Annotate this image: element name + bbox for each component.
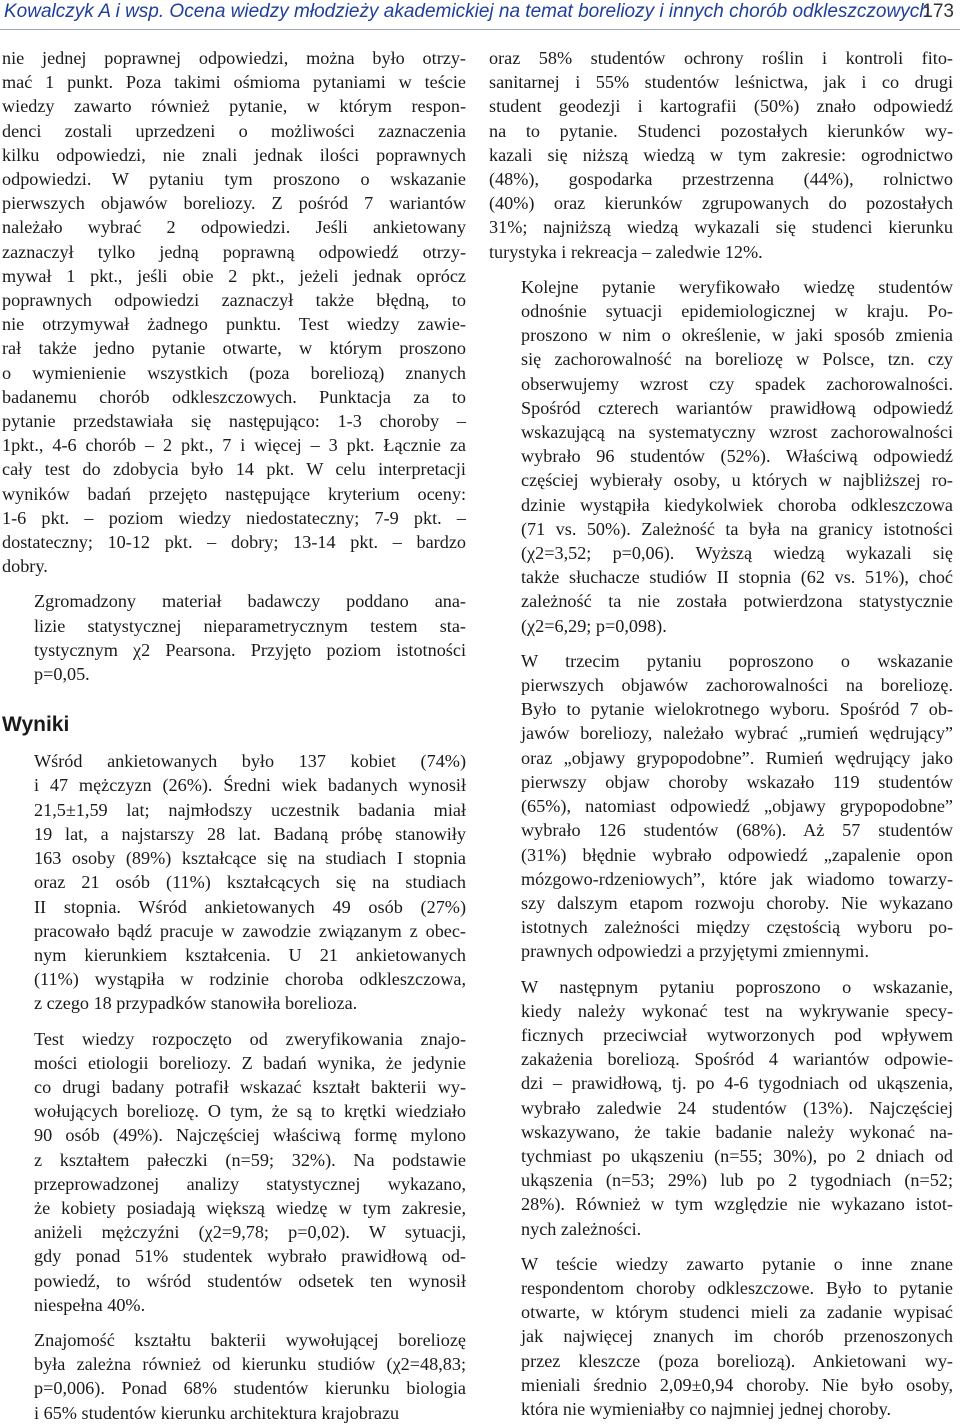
text-line: 19 lat, a najstarszy 28 lat. Badaną próbę stanowiły	[34, 823, 466, 844]
text-line: badanemu chorób odkleszczowych. Punktacja za to	[2, 386, 466, 407]
text-line: przez kleszcze (poza boreliozą). Ankietowani wy-	[521, 1350, 953, 1371]
text-line: 28%). Również w tym względzie nie wykazano istot-	[521, 1194, 953, 1215]
paragraph	[2, 46, 466, 578]
text-line: kiedy należy wykonać test na wykrywanie specy-	[521, 1000, 953, 1021]
text-line: pytanie przedstawiała się następująco: 1-3 choroby –	[2, 411, 466, 432]
text-line: pracowało bądź pracuje w zawodzie związanym z obec-	[34, 920, 466, 941]
text-line: sanitarnej i 55% studentów leśnictwa, jak i co drugi	[489, 72, 953, 93]
right-column	[489, 46, 953, 1421]
text-line: Znajomość kształtu bakterii wywołującej boreliozę	[34, 1329, 466, 1350]
text-line: mości etiologii boreliozy. Z badań wynika, że jedynie	[34, 1052, 466, 1073]
text-line: przeprowadzonej analizy statystycznej wykazano,	[34, 1173, 466, 1194]
text-line: jawów boreliozy, należało wybrać „rumień wędrujący”	[521, 723, 953, 744]
text-line: Wśród ankietowanych było 137 kobiet (74%)	[34, 751, 466, 772]
text-line: pierwszych objawów boreliozy. Z pośród 7 wariantów	[2, 193, 466, 214]
text-line: się zachorowalność na boreliozę w Polsce, tzn. czy	[521, 349, 953, 370]
text-line: wskazywano, że takie badanie należy wykonać na-	[521, 1121, 953, 1142]
text-line: szy dalszym etapom rozwoju choroby. Nie wykazano	[521, 892, 953, 913]
text-line: W teście wiedzy zawarto pytanie o inne znane	[521, 1253, 953, 1274]
text-line: oraz „objawy grypopodobne”. Rumień wędrujący jako	[521, 747, 953, 768]
text-line: 1-6 pkt. – poziom wiedzy niedostateczny; 7-9 pkt. –	[2, 507, 466, 528]
paragraph	[489, 649, 953, 964]
text-line: (71 vs. 50%). Zależność ta była na granicy istotności	[521, 518, 953, 539]
text-line: kazali się niższą wiedzą w tym zakresie: ogrodnictwo	[489, 144, 953, 165]
text-line: wołujących boreliozę. O tym, że są to krętki wiedziało	[34, 1101, 466, 1122]
paragraph	[2, 1027, 466, 1317]
text-line: rał także jedno pytanie otwarte, w którym proszono	[2, 338, 466, 359]
text-line: (χ2=3,52; p=0,06). Wyższą wiedzą wykazali się	[521, 543, 953, 564]
text-line: nie otrzymywał żadnego punktu. Test wiedzy zawie-	[2, 314, 466, 335]
text-line: nym kierunkiem kształcenia. U 21 ankietowanych	[34, 944, 466, 965]
text-line: (31%) błędnie wybrało odpowiedź „zapalenie opon	[521, 844, 953, 865]
paragraph	[489, 975, 953, 1241]
text-line: dzi – prawidłową, tj. po 4-6 tygodniach od ukąszenia,	[521, 1073, 953, 1094]
text-line: (65%), natomiast odpowiedź „objawy grypopodobne”	[521, 796, 953, 817]
text-line: na to pytanie. Studenci pozostałych kierunków wy-	[489, 120, 953, 141]
text-line: zakażenia boreliozą. Spośród 4 wariantów odpowie-	[521, 1049, 953, 1070]
paragraph	[489, 275, 953, 638]
text-line: wyników badań przejęto następujące kryterium oceny:	[2, 483, 466, 504]
text-line: kilku odpowiedzi, nie znali jednak ilości poprawnych	[2, 144, 466, 165]
text-line: i 47 mężczyzn (26%). Średni wiek badanych wynosił	[34, 775, 466, 796]
text-line: Spośród czterech wariantów prawidłową odpowiedź	[521, 397, 953, 418]
text-line: poprawnych odpowiedzi zaznaczył także błędną, to	[2, 290, 466, 311]
running-header	[0, 0, 960, 30]
text-line: tystycznym χ2 Pearsona. Przyjęto poziom istotności	[34, 639, 466, 660]
text-line: także słuchacze studiów II stopnia (62 vs. 51%), choć	[521, 567, 953, 588]
text-line: 21,5±1,59 lat; najmłodszy uczestnik badania miał	[34, 799, 466, 820]
text-line: mózgowo-rdzeniowych”, które jak wiadomo towarzy-	[521, 868, 953, 889]
text-line: student geodezji i kartografii (50%) znało odpowiedź	[489, 96, 953, 117]
text-line: (11%) wystąpiła w rodzinie choroba odkleszczowa,	[34, 969, 466, 990]
text-line: prawnych odpowiedzi a przyjętymi zmiennymi.	[521, 941, 869, 962]
paragraph	[2, 589, 466, 686]
text-line: Kolejne pytanie weryfikowało wiedzę studentów	[521, 276, 953, 297]
text-line: Było to pytanie wielokrotnego wyboru. Spośród 7 ob-	[521, 699, 953, 720]
text-line: 31%; najniższą wiedzą wykazali się studenci kierunku	[489, 217, 953, 238]
text-line: wybrało 96 studentów (52%). Właściwą odpowiedź	[521, 446, 953, 467]
text-line: II stopnia. Wśród ankietowanych 49 osób (27%)	[34, 896, 466, 917]
text-line: gdy ponad 51% studentek wybrało prawidłową od-	[34, 1246, 466, 1267]
text-line: wybrało 126 studentów (68%). Aż 57 studentów	[521, 820, 953, 841]
text-line: o wymienienie wszystkich (poza boreliozą) znanych	[2, 362, 466, 383]
text-line: oraz 58% studentów ochrony roślin i kontroli fito-	[489, 48, 953, 68]
text-line: nych zależności.	[521, 1218, 642, 1239]
header-rule	[0, 29, 960, 30]
text-line: dobry.	[2, 556, 48, 577]
page-number: 173	[922, 1, 954, 22]
text-line: otwarte, w którym studenci mieli za zadanie wypisać	[521, 1302, 953, 1323]
text-line: (48%), gospodarka przestrzenna (44%), rolnictwo	[489, 169, 953, 190]
text-line: niespełna 40%.	[34, 1294, 146, 1315]
text-line: turystyka i rekreacja – zaledwie 12%.	[489, 241, 763, 262]
text-line: dzinie wystąpiła kiedykolwiek choroba odkleszczowa	[521, 494, 953, 515]
text-line: 163 osoby (89%) kształcące się na studiach I stopnia	[34, 848, 466, 869]
text-line: i 65% studentów kierunku architektura krajobrazu	[34, 1402, 400, 1423]
text-line: że kobiety posiadają większą wiedzę w tym zakresie,	[34, 1197, 466, 1218]
text-line: proszono w nim o określenie, w jaki sposób zmienia	[521, 325, 953, 346]
text-line: 90 osób (49%). Najczęściej właściwą formę mylono	[34, 1125, 466, 1146]
text-line: respondentom choroby odkleszczowe. Było to pytanie	[521, 1277, 953, 1298]
running-title: Kowalczyk A i wsp. Ocena wiedzy młodzieży akademickiej na temat boreliozy i innych chorób odkleszczowych	[4, 1, 930, 22]
text-line: częściej wybierały osoby, u których w najbliższej ro-	[521, 470, 953, 491]
text-line: (40%) oraz kierunków zgrupowanych do pozostałych	[489, 193, 953, 214]
text-line: Zgromadzony materiał badawczy poddano ana-	[34, 591, 466, 612]
text-line: p=0,006). Ponad 68% studentów kierunku biologia	[34, 1378, 466, 1399]
text-line: ficznych przeciwciał wytworzonych pod wpływem	[521, 1024, 953, 1045]
text-line: obserwujemy wzrost czy spadek zachorowalności.	[521, 373, 953, 394]
text-line: wskazującą na systematyczny wzrost zachorowalności	[521, 422, 953, 443]
text-line: pierwszy objaw choroby wskazało 119 studentów	[521, 771, 953, 792]
text-line: która nie wymieniałby co najmniej jednej choroby.	[521, 1398, 892, 1419]
text-line: z czego 18 przypadków stanowiła borelioza.	[34, 993, 358, 1014]
text-line: oraz 21 osób (11%) kształcących się na studiach	[34, 872, 466, 893]
text-line: co drugi badany potrafił wskazać kształt bakterii wy-	[34, 1076, 466, 1097]
text-line: wiedzy zawarto również pytanie, w którym respon-	[2, 96, 466, 117]
text-line: odnośnie sytuacji epidemiologicznej w kraju. Po-	[521, 301, 953, 322]
text-line: Test wiedzy rozpoczęto od zweryfikowania znajo-	[34, 1028, 466, 1049]
text-line: aniżeli mężczyźni (χ2=9,78; p=0,02). W sytuacji,	[34, 1222, 466, 1243]
text-line: cały test do zdobycia było 14 pkt. W celu interpretacji	[2, 459, 466, 480]
text-line: należało wybrać 2 odpowiedzi. Jeśli ankietowany	[2, 217, 466, 238]
paragraph	[2, 749, 466, 1015]
paragraph	[489, 46, 953, 264]
text-line: 1pkt., 4-6 chorób – 2 pkt., 7 i więcej – 3 pkt. Łącznie za	[2, 435, 466, 456]
text-line: W trzecim pytaniu poproszono o wskazanie	[521, 650, 953, 671]
text-line: wybrało zaledwie 24 studentów (13%). Najczęściej	[521, 1097, 953, 1118]
text-line: lizie statystycznej nieparametrycznym testem sta-	[34, 615, 466, 636]
text-line: mieniali średnio 2,09±0,94 choroby. Nie było osoby,	[521, 1374, 953, 1395]
text-line: denci zostali uprzedzeni o możliwości zaznaczenia	[2, 120, 466, 141]
text-line: dostateczny; 10-12 pkt. – dobry; 13-14 pkt. – bardzo	[2, 532, 466, 553]
text-line: W następnym pytaniu poproszono o wskazanie,	[521, 976, 953, 997]
text-line: istotnych zależności między częstością wyboru po-	[521, 917, 953, 938]
text-line: zaznaczył tylko jedną poprawną odpowiedź otrzy-	[2, 241, 466, 262]
text-line: była zależna również od kierunku studiów (χ2=48,83;	[34, 1354, 466, 1375]
text-line: z kształtem pałeczki (n=59; 32%). Na podstawie	[34, 1149, 466, 1170]
left-column	[2, 46, 466, 1425]
text-line: pierwszych objawów zachorowalności na boreliozę.	[521, 675, 953, 696]
text-line: nie jednej poprawnej odpowiedzi, można było otrzy-	[2, 48, 466, 68]
text-line: (χ2=6,29; p=0,098).	[521, 615, 667, 636]
text-line: p=0,05.	[34, 664, 90, 685]
text-line: powiedź, to wśród studentów odsetek ten wynosił	[34, 1270, 466, 1291]
text-line: odpowiedzi. W pytaniu tym proszono o wskazanie	[2, 169, 466, 190]
text-line: tychmiast po ukąszeniu (n=55; 30%), po 2 dniach od	[521, 1145, 953, 1166]
section-heading: Wyniki	[2, 713, 70, 737]
text-line: mać 1 punkt. Poza takimi ośmioma pytaniami w teście	[2, 72, 466, 93]
paragraph	[2, 1328, 466, 1425]
text-line: zależność ta nie została potwierdzona statystycznie	[521, 591, 953, 612]
text-line: mywał 1 pkt., jeśli obie 2 pkt., jeżeli jednak oprócz	[2, 265, 466, 286]
text-line: jak najwięcej znanych im chorób przenoszonych	[521, 1326, 953, 1347]
text-line: ukąszenia (n=53; 29%) lub po 2 tygodniach (n=52;	[521, 1170, 953, 1191]
